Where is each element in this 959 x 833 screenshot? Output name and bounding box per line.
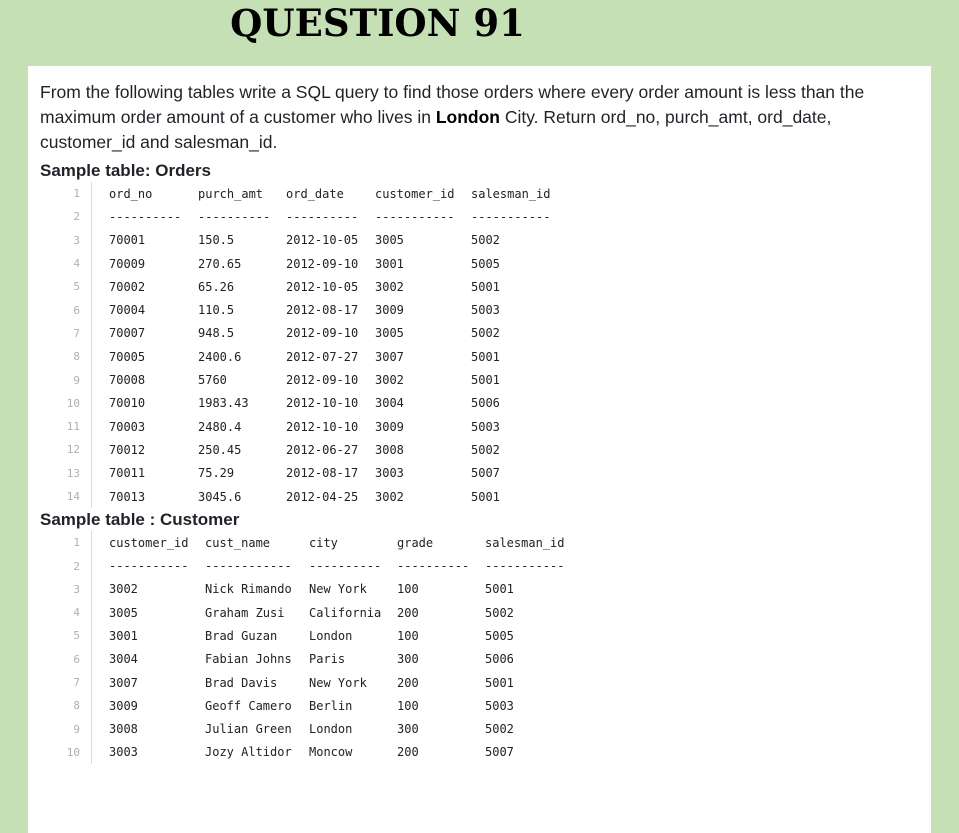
code-cell: 3005 xyxy=(109,605,138,620)
line-number: 5 xyxy=(73,629,80,643)
code-cell: 5001 xyxy=(471,373,500,388)
code-cell: 70011 xyxy=(109,466,146,481)
code-cell: 5001 xyxy=(485,582,514,597)
code-cell: city xyxy=(309,535,338,550)
code-cell: 3002 xyxy=(375,373,404,388)
customer-code-block xyxy=(40,531,931,764)
customer-table-title: Sample table : Customer xyxy=(40,510,240,530)
code-cell: 65.26 xyxy=(198,279,235,294)
code-cell: 2012-10-10 xyxy=(286,396,359,411)
code-cell: 3004 xyxy=(109,652,138,667)
code-cell: cust_name xyxy=(205,535,271,550)
code-cell: salesman_id xyxy=(485,535,565,550)
code-line xyxy=(40,648,931,671)
code-cell: 3005 xyxy=(375,326,404,341)
code-cell: 3007 xyxy=(375,349,404,364)
code-cell: 5005 xyxy=(471,256,500,271)
code-cell: 5006 xyxy=(485,652,514,667)
line-number: 7 xyxy=(73,326,80,340)
code-cell: California xyxy=(309,605,382,620)
code-cell: 5003 xyxy=(471,303,500,318)
gutter-divider xyxy=(91,531,92,554)
line-number: 2 xyxy=(73,210,80,224)
code-cell: 3003 xyxy=(109,745,138,760)
code-line xyxy=(40,485,931,508)
code-cell: 948.5 xyxy=(198,326,235,341)
code-cell: salesman_id xyxy=(471,186,551,201)
code-line xyxy=(40,531,931,554)
gutter-divider xyxy=(91,368,92,391)
code-cell: 5001 xyxy=(471,349,500,364)
code-line xyxy=(40,462,931,485)
code-cell: 3005 xyxy=(375,233,404,248)
code-cell: 250.45 xyxy=(198,442,242,457)
code-cell: Brad Guzan xyxy=(205,628,278,643)
code-cell: ----------- xyxy=(471,209,551,224)
code-cell: Berlin xyxy=(309,698,353,713)
code-cell: 5001 xyxy=(471,489,500,504)
code-cell: 2480.4 xyxy=(198,419,242,434)
code-cell: 100 xyxy=(397,698,419,713)
gutter-divider xyxy=(91,322,92,345)
code-cell: 3004 xyxy=(375,396,404,411)
code-cell: 3008 xyxy=(375,442,404,457)
code-cell: 5005 xyxy=(485,628,514,643)
orders-table-title: Sample table: Orders xyxy=(40,161,212,180)
gutter-divider xyxy=(91,741,92,764)
line-number: 6 xyxy=(73,303,80,317)
code-cell: New York xyxy=(309,582,367,597)
line-number: 6 xyxy=(73,652,80,666)
code-cell: 70007 xyxy=(109,326,146,341)
code-cell: 5760 xyxy=(198,373,227,388)
line-number: 9 xyxy=(73,373,80,387)
code-line xyxy=(40,624,931,647)
code-cell: ---------- xyxy=(286,209,359,224)
code-cell: ----------- xyxy=(109,559,189,574)
line-number: 1 xyxy=(73,187,80,201)
code-line xyxy=(40,694,931,717)
code-cell: 5002 xyxy=(485,722,514,737)
code-line xyxy=(40,368,931,391)
code-cell: 70005 xyxy=(109,349,146,364)
code-line xyxy=(40,252,931,275)
code-cell: 2012-08-17 xyxy=(286,303,359,318)
line-number: 4 xyxy=(73,606,80,620)
gutter-divider xyxy=(91,485,92,508)
line-number: 10 xyxy=(66,396,80,410)
code-line xyxy=(40,741,931,764)
line-number: 8 xyxy=(73,350,80,364)
code-cell: 5002 xyxy=(485,605,514,620)
code-cell: 5007 xyxy=(471,466,500,481)
code-cell: 200 xyxy=(397,605,419,620)
code-cell: 2012-10-05 xyxy=(286,233,359,248)
line-number: 1 xyxy=(73,536,80,550)
code-cell: 1983.43 xyxy=(198,396,249,411)
code-cell: 70003 xyxy=(109,419,146,434)
code-line xyxy=(40,275,931,298)
gutter-divider xyxy=(91,205,92,228)
code-cell: 5002 xyxy=(471,442,500,457)
code-cell: ord_no xyxy=(109,186,153,201)
code-cell: 3045.6 xyxy=(198,489,242,504)
gutter-divider xyxy=(91,462,92,485)
code-cell: 300 xyxy=(397,652,419,667)
line-number: 8 xyxy=(73,699,80,713)
gutter-divider xyxy=(91,229,92,252)
code-cell: London xyxy=(309,628,353,643)
code-cell: 2012-09-10 xyxy=(286,373,359,388)
gutter-divider xyxy=(91,415,92,438)
code-line xyxy=(40,438,931,461)
line-number: 11 xyxy=(66,420,80,434)
code-cell: purch_amt xyxy=(198,186,264,201)
code-line xyxy=(40,415,931,438)
code-cell: 70013 xyxy=(109,489,146,504)
code-cell: 5006 xyxy=(471,396,500,411)
code-cell: 5002 xyxy=(471,233,500,248)
code-cell: 3009 xyxy=(375,419,404,434)
code-cell: 3007 xyxy=(109,675,138,690)
code-cell: 3002 xyxy=(375,279,404,294)
code-cell: 70004 xyxy=(109,303,146,318)
code-cell: 3009 xyxy=(375,303,404,318)
code-line xyxy=(40,229,931,252)
code-cell: 5002 xyxy=(471,326,500,341)
line-number: 10 xyxy=(66,745,80,759)
code-cell: 5001 xyxy=(485,675,514,690)
code-cell: ------------ xyxy=(205,559,292,574)
code-cell: ---------- xyxy=(109,209,182,224)
content-panel xyxy=(28,66,931,833)
code-line xyxy=(40,554,931,577)
code-cell: 5001 xyxy=(471,279,500,294)
code-cell: Fabian Johns xyxy=(205,652,292,667)
code-line xyxy=(40,298,931,321)
gutter-divider xyxy=(91,438,92,461)
code-cell: customer_id xyxy=(109,535,189,550)
gutter-divider xyxy=(91,392,92,415)
gutter-divider xyxy=(91,624,92,647)
code-cell: 2400.6 xyxy=(198,349,242,364)
code-line xyxy=(40,182,931,205)
code-cell: Paris xyxy=(309,652,346,667)
code-cell: 300 xyxy=(397,722,419,737)
code-cell: London xyxy=(309,722,353,737)
code-cell: 5003 xyxy=(485,698,514,713)
code-cell: 70009 xyxy=(109,256,146,271)
code-cell: 3003 xyxy=(375,466,404,481)
code-cell: 2012-04-25 xyxy=(286,489,359,504)
line-number: 14 xyxy=(66,490,80,503)
code-cell: 70008 xyxy=(109,373,146,388)
question-text-start: From the following tables write a SQL query to find those orders where every order amount is less than the maximum order amount of a customer who lives in xyxy=(40,82,865,127)
gutter-divider xyxy=(91,275,92,298)
code-cell: grade xyxy=(397,535,434,550)
line-number: 3 xyxy=(73,582,80,596)
code-line xyxy=(40,322,931,345)
line-number: 3 xyxy=(73,233,80,247)
line-number: 13 xyxy=(66,466,80,480)
code-cell: 2012-10-10 xyxy=(286,419,359,434)
code-line xyxy=(40,345,931,368)
line-number: 7 xyxy=(73,676,80,690)
code-cell: 2012-07-27 xyxy=(286,349,359,364)
code-cell: ----------- xyxy=(375,209,455,224)
code-cell: 70012 xyxy=(109,442,146,457)
code-cell: 3002 xyxy=(109,582,138,597)
code-cell: 70002 xyxy=(109,279,146,294)
code-cell: 3009 xyxy=(109,698,138,713)
line-number: 5 xyxy=(73,280,80,294)
code-cell: 100 xyxy=(397,628,419,643)
gutter-divider xyxy=(91,252,92,275)
gutter-divider xyxy=(91,578,92,601)
orders-code-block xyxy=(40,182,931,508)
gutter-divider xyxy=(91,671,92,694)
gutter-divider xyxy=(91,345,92,368)
gutter-divider xyxy=(91,298,92,321)
code-cell: Jozy Altidor xyxy=(205,745,292,760)
code-line xyxy=(40,205,931,228)
code-cell: 270.65 xyxy=(198,256,242,271)
code-cell: 75.29 xyxy=(198,466,235,481)
question-text xyxy=(40,80,910,155)
code-cell: 2012-08-17 xyxy=(286,466,359,481)
code-cell: ---------- xyxy=(198,209,271,224)
code-cell: 2012-10-05 xyxy=(286,279,359,294)
code-line xyxy=(40,601,931,624)
gutter-divider xyxy=(91,182,92,205)
line-number: 4 xyxy=(73,257,80,271)
code-cell: ---------- xyxy=(397,559,470,574)
question-bold-city: London xyxy=(435,107,500,127)
code-cell: ---------- xyxy=(309,559,382,574)
code-cell: 200 xyxy=(397,745,419,760)
code-cell: Geoff Camero xyxy=(205,698,292,713)
gutter-divider xyxy=(91,694,92,717)
code-cell: 3001 xyxy=(375,256,404,271)
line-number: 9 xyxy=(73,722,80,736)
code-cell: ord_date xyxy=(286,186,344,201)
code-cell: 200 xyxy=(397,675,419,690)
code-cell: 70010 xyxy=(109,396,146,411)
code-cell: 3002 xyxy=(375,489,404,504)
code-line xyxy=(40,718,931,741)
code-cell: Nick Rimando xyxy=(205,582,292,597)
code-cell: ----------- xyxy=(485,559,565,574)
gutter-divider xyxy=(91,718,92,741)
code-cell: 100 xyxy=(397,582,419,597)
code-cell: 150.5 xyxy=(198,233,235,248)
code-cell: Julian Green xyxy=(205,722,292,737)
code-cell: New York xyxy=(309,675,367,690)
gutter-divider xyxy=(91,554,92,577)
code-cell: 5003 xyxy=(471,419,500,434)
code-cell: customer_id xyxy=(375,186,455,201)
code-line xyxy=(40,392,931,415)
code-cell: Graham Zusi xyxy=(205,605,285,620)
code-cell: 2012-09-10 xyxy=(286,256,359,271)
code-line xyxy=(40,671,931,694)
code-line xyxy=(40,578,931,601)
gutter-divider xyxy=(91,648,92,671)
code-cell: 5007 xyxy=(485,745,514,760)
line-number: 2 xyxy=(73,559,80,573)
code-cell: Moncow xyxy=(309,745,353,760)
code-cell: 3001 xyxy=(109,628,138,643)
question-text-end: City. Return ord_no, purch_amt, ord_date, customer_id and salesman_id. xyxy=(40,107,832,152)
code-cell: 110.5 xyxy=(198,303,235,318)
line-number: 12 xyxy=(66,443,80,457)
code-cell: 3008 xyxy=(109,722,138,737)
gutter-divider xyxy=(91,601,92,624)
code-cell: 70001 xyxy=(109,233,146,248)
code-cell: Brad Davis xyxy=(205,675,278,690)
code-cell: 2012-09-10 xyxy=(286,326,359,341)
code-cell: 2012-06-27 xyxy=(286,442,359,457)
page-title: QUESTION 91 xyxy=(230,1,525,45)
